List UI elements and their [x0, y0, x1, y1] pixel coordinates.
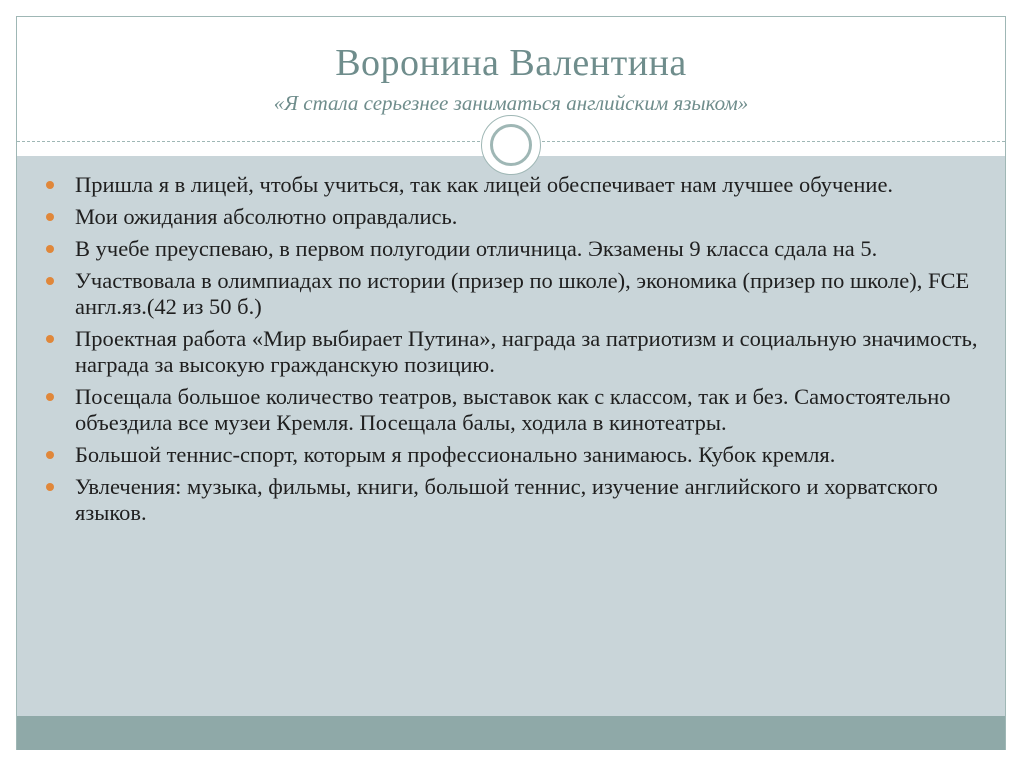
bullet-item — [44, 474, 984, 526]
bullet-dot-icon — [46, 277, 54, 285]
bullet-item — [44, 204, 984, 230]
bullet-text: Увлечения: музыка, фильмы, книги, большой теннис, изучение английского и хорватского языков. — [75, 474, 938, 525]
bullet-text: Пришла я в лицей, чтобы учиться, так как лицей обеспечивает нам лучшее обучение. — [75, 172, 894, 197]
bullet-dot-icon — [46, 393, 54, 401]
bullet-item — [44, 442, 984, 468]
bullet-text: Большой теннис-спорт, которым я профессионально занимаюсь. Кубок кремля. — [75, 442, 836, 467]
bullet-text: Проектная работа «Мир выбирает Путина», награда за патриотизм и социальную значимость, награда за высокую гражданскую позицию. — [75, 326, 978, 377]
bullet-dot-icon — [46, 213, 54, 221]
bullet-item — [44, 384, 984, 436]
bullet-list — [44, 172, 984, 532]
bullet-text: Посещала большое количество театров, выставок как с классом, так и без. Самостоятельно объездила все музеи Кремля. Посещала балы, ходила в кинотеатры. — [75, 384, 951, 435]
bullet-item — [44, 326, 984, 378]
bullet-item — [44, 268, 984, 320]
slide-subtitle: «Я стала серьезнее заниматься английским языком» — [273, 91, 749, 115]
bullet-dot-icon — [46, 181, 54, 189]
bullet-text: Мои ожидания абсолютно оправдались. — [75, 204, 458, 229]
footer-band — [17, 716, 1005, 750]
bullet-dot-icon — [46, 245, 54, 253]
bullet-item — [44, 236, 984, 262]
bullet-dot-icon — [46, 451, 54, 459]
slide-title: Воронина Валентина — [335, 42, 687, 84]
circle-ornament-ring — [490, 124, 532, 166]
bullet-text: Участвовала в олимпиадах по истории (призер по школе), экономика (призер по школе), FCE англ.яз.(42 из 50 б.) — [75, 268, 970, 319]
bullet-dot-icon — [46, 335, 54, 343]
bullet-dot-icon — [46, 483, 54, 491]
circle-ornament-icon — [481, 115, 541, 175]
bullet-text: В учебе преуспеваю, в первом полугодии отличница. Экзамены 9 класса сдала на 5. — [75, 236, 878, 261]
bullet-item — [44, 172, 984, 198]
